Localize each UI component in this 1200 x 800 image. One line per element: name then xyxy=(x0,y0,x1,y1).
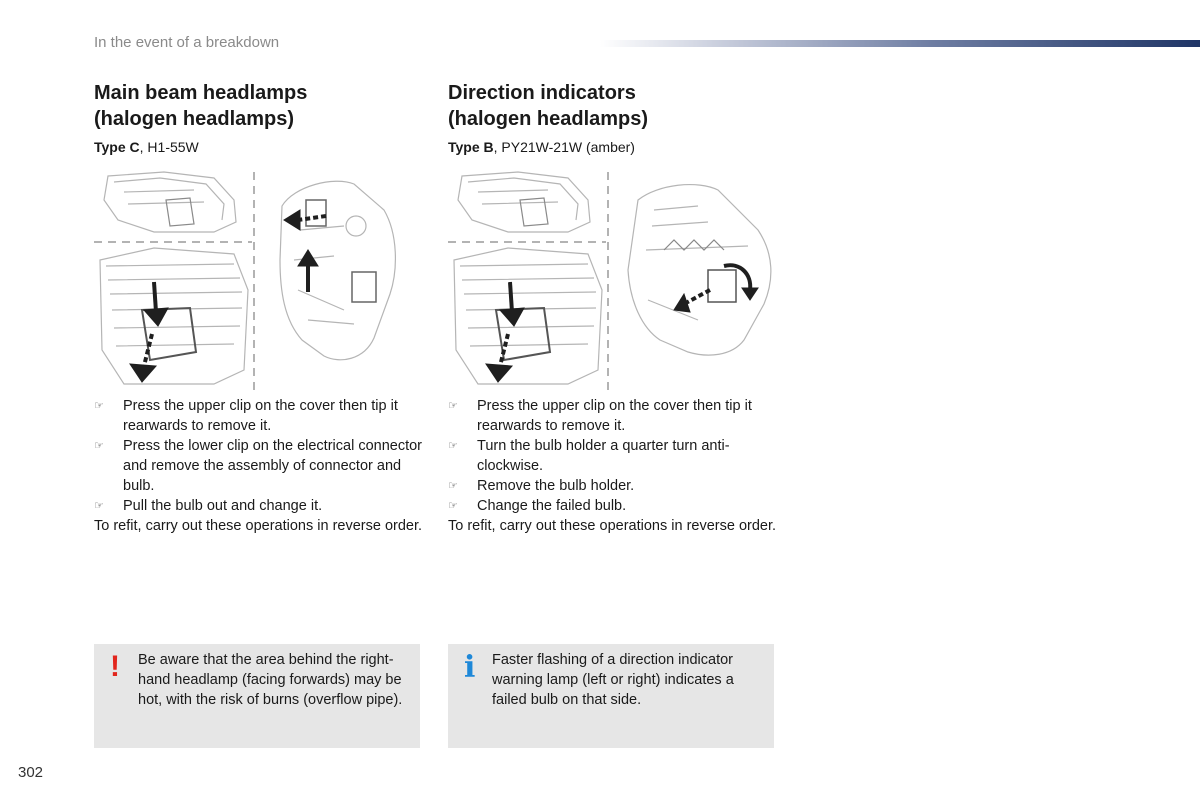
list-item: ☞ Press the lower clip on the electrical connector and remove the assembly of connector and bulb. xyxy=(94,438,423,494)
refit-note: To refit, carry out these operations in reverse order. xyxy=(94,518,423,534)
warning-box xyxy=(94,644,420,748)
bulb-type xyxy=(448,139,778,155)
list-item: ☞ Press the upper clip on the cover then tip it rearwards to remove it. xyxy=(94,398,398,434)
direction-indicator-illustration xyxy=(448,170,778,392)
pointing-hand-icon: ☞ xyxy=(94,400,104,412)
page-number: 302 xyxy=(18,764,44,781)
direction-indicators-section xyxy=(448,80,778,534)
refit-note: To refit, carry out these operations in reverse order. xyxy=(448,518,777,534)
pointing-hand-icon: ☞ xyxy=(448,400,458,412)
list-item: ☞ Remove the bulb holder. xyxy=(448,478,635,494)
pointing-hand-icon: ☞ xyxy=(94,500,104,512)
bulb-type xyxy=(94,139,424,155)
warning-icon: ! xyxy=(110,650,120,683)
section-heading xyxy=(448,80,778,132)
steps-list xyxy=(94,396,424,536)
main-beam-section xyxy=(94,80,424,534)
main-beam-illustration xyxy=(94,170,424,392)
bulb-type-value: , PY21W-21W (amber) xyxy=(493,139,635,155)
section-heading xyxy=(94,80,424,132)
info-icon: i xyxy=(464,650,476,685)
bulb-type-value: , H1-55W xyxy=(139,139,199,155)
list-item: ☞ Pull the bulb out and change it. xyxy=(94,498,323,514)
info-text: Faster flashing of a direction indicator warning lamp (left or right) indicates a failed bulb on that side. xyxy=(492,652,734,708)
pointing-hand-icon: ☞ xyxy=(94,440,104,452)
info-box xyxy=(448,644,774,748)
steps-list xyxy=(448,396,778,536)
bulb-type-label: Type C xyxy=(94,139,140,155)
warning-text: Be aware that the area behind the right-hand headlamp (facing forwards) may be hot, with the risk of burns (overflow pipe). xyxy=(138,652,403,708)
pointing-hand-icon: ☞ xyxy=(448,500,458,512)
heading-line-2: (halogen headlamps) xyxy=(94,108,295,130)
heading-line-1: Main beam headlamps xyxy=(94,82,308,104)
heading-line-2: (halogen headlamps) xyxy=(448,108,649,130)
pointing-hand-icon: ☞ xyxy=(448,480,458,492)
header-title: In the event of a breakdown xyxy=(94,34,280,51)
header-decorative-bar xyxy=(600,40,1200,47)
pointing-hand-icon: ☞ xyxy=(448,440,458,452)
bulb-type-label: Type B xyxy=(448,139,494,155)
list-item: ☞ Press the upper clip on the cover then tip it rearwards to remove it. xyxy=(448,398,752,434)
list-item: ☞ Turn the bulb holder a quarter turn anti-clockwise. xyxy=(448,438,730,474)
heading-line-1: Direction indicators xyxy=(448,82,636,104)
list-item: ☞ Change the failed bulb. xyxy=(448,498,627,514)
